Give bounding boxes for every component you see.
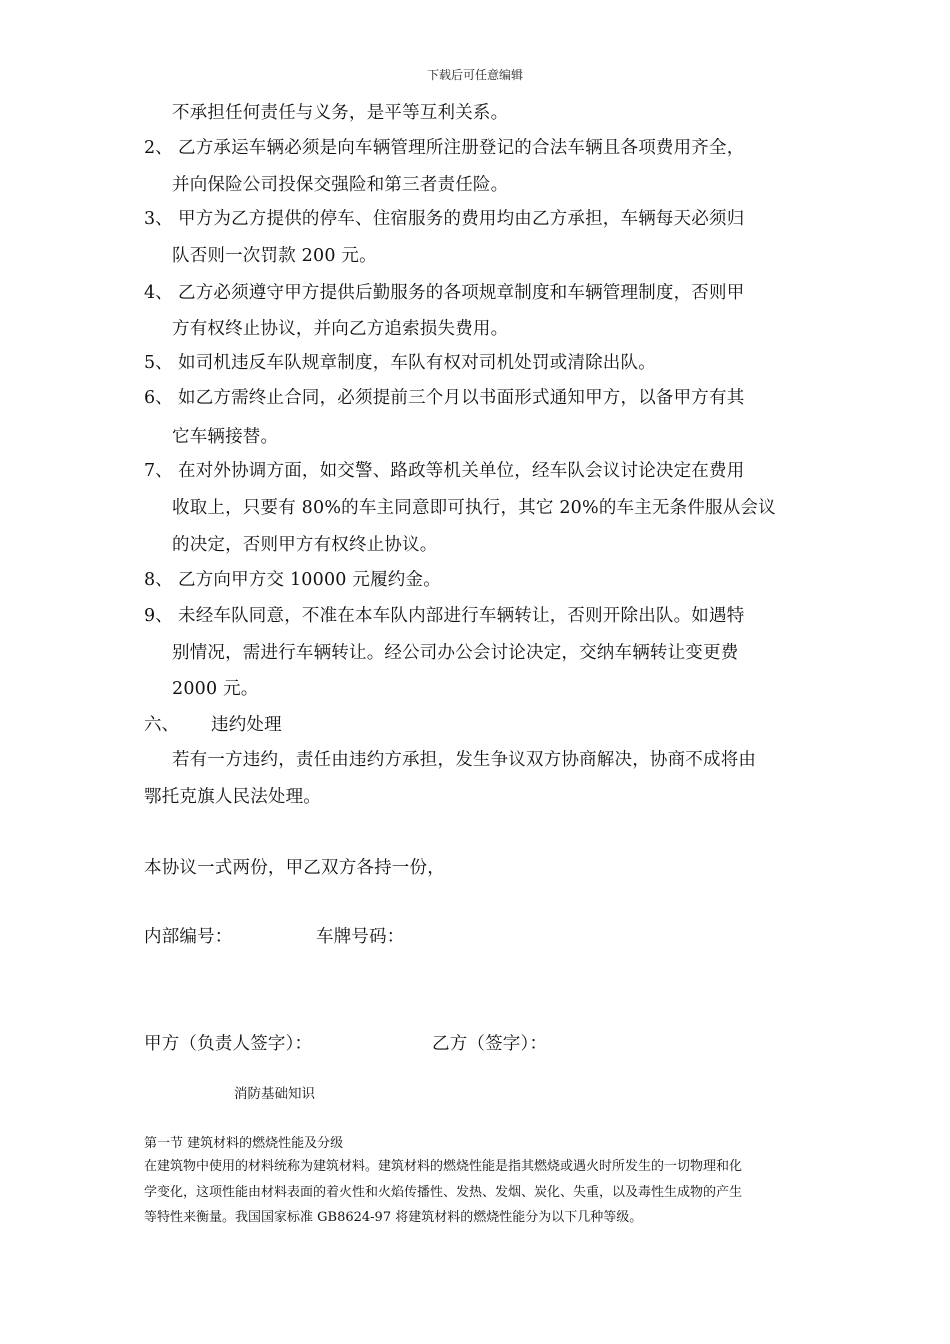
section-body: 鄂托克旗人民法处理。 <box>144 787 321 807</box>
item-line: 乙方必须遵守甲方提供后勤服务的各项规章制度和车辆管理制度，否则甲 <box>178 283 745 303</box>
item-number: 7、 <box>144 461 173 481</box>
section-number: 六、 <box>144 715 179 735</box>
item-number: 8、 <box>144 570 173 590</box>
item-line: 甲方为乙方提供的停车、住宿服务的费用均由乙方承担，车辆每天必须归 <box>178 209 745 229</box>
party-b-signature-label: 乙方（签字）： <box>432 1034 548 1054</box>
item-number: 3、 <box>144 209 173 229</box>
fire-paragraph-line: 等特性来衡量。我国国家标准 GB8624-97 将建筑材料的燃烧性能分为以下几种等级。 <box>144 1210 643 1225</box>
fire-paragraph-line: 在建筑物中使用的材料统称为建筑材料。建筑材料的燃烧性能是指其燃烧或遇火时所发生的一切物理和化 <box>144 1159 743 1174</box>
item-number: 2、 <box>144 138 173 158</box>
intro-tail: 不承担任何责任与义务，是平等互利关系。 <box>172 103 509 123</box>
fire-title: 消防基础知识 <box>234 1086 315 1102</box>
section-title: 违约处理 <box>211 715 282 735</box>
item-line: 2000 元。 <box>172 679 259 699</box>
item-number: 6、 <box>144 388 173 408</box>
item-line: 未经车队同意，不准在本车队内部进行车辆转让，否则开除出队。如遇特 <box>178 606 745 626</box>
page-header: 下载后可任意编辑 <box>426 68 523 82</box>
fire-paragraph-line: 学变化，这项性能由材料表面的着火性和火焰传播性、发热、发烟、炭化、失重，以及毒性生成物的产生 <box>144 1185 743 1200</box>
copies-statement: 本协议一式两份，甲乙双方各持一份， <box>144 858 445 878</box>
item-number: 4、 <box>144 283 173 303</box>
item-number: 5、 <box>144 353 173 373</box>
item-line: 在对外协调方面，如交警、路政等机关单位，经车队会议讨论决定在费用 <box>178 461 745 481</box>
item-line: 如乙方需终止合同，必须提前三个月以书面形式通知甲方，以备甲方有其 <box>178 388 745 408</box>
item-line: 的决定，否则甲方有权终止协议。 <box>172 535 438 555</box>
item-line: 别情况，需进行车辆转让。经公司办公会讨论决定，交纳车辆转让变更费 <box>172 643 739 663</box>
item-line: 方有权终止协议，并向乙方追索损失费用。 <box>172 319 509 339</box>
party-a-signature-label: 甲方（负责人签字）： <box>144 1034 313 1054</box>
item-line: 它车辆接替。 <box>172 427 279 447</box>
plate-number-label: 车牌号码： <box>316 927 405 947</box>
item-line: 如司机违反车队规章制度，车队有权对司机处罚或清除出队。 <box>178 353 656 373</box>
item-line: 乙方向甲方交 10000 元履约金。 <box>178 570 441 590</box>
internal-number-label: 内部编号： <box>144 927 233 947</box>
item-line: 并向保险公司投保交强险和第三者责任险。 <box>172 175 509 195</box>
item-line: 队否则一次罚款 200 元。 <box>172 246 377 266</box>
item-number: 9、 <box>144 606 173 626</box>
fire-section-title: 第一节 建筑材料的燃烧性能及分级 <box>144 1136 344 1151</box>
item-line: 乙方承运车辆必须是向车辆管理所注册登记的合法车辆且各项费用齐全， <box>178 138 745 158</box>
item-line: 收取上，只要有 80%的车主同意即可执行，其它 20%的车主无条件服从会议 <box>172 498 776 518</box>
section-body: 若有一方违约，责任由违约方承担，发生争议双方协商解决，协商不成将由 <box>172 750 757 770</box>
